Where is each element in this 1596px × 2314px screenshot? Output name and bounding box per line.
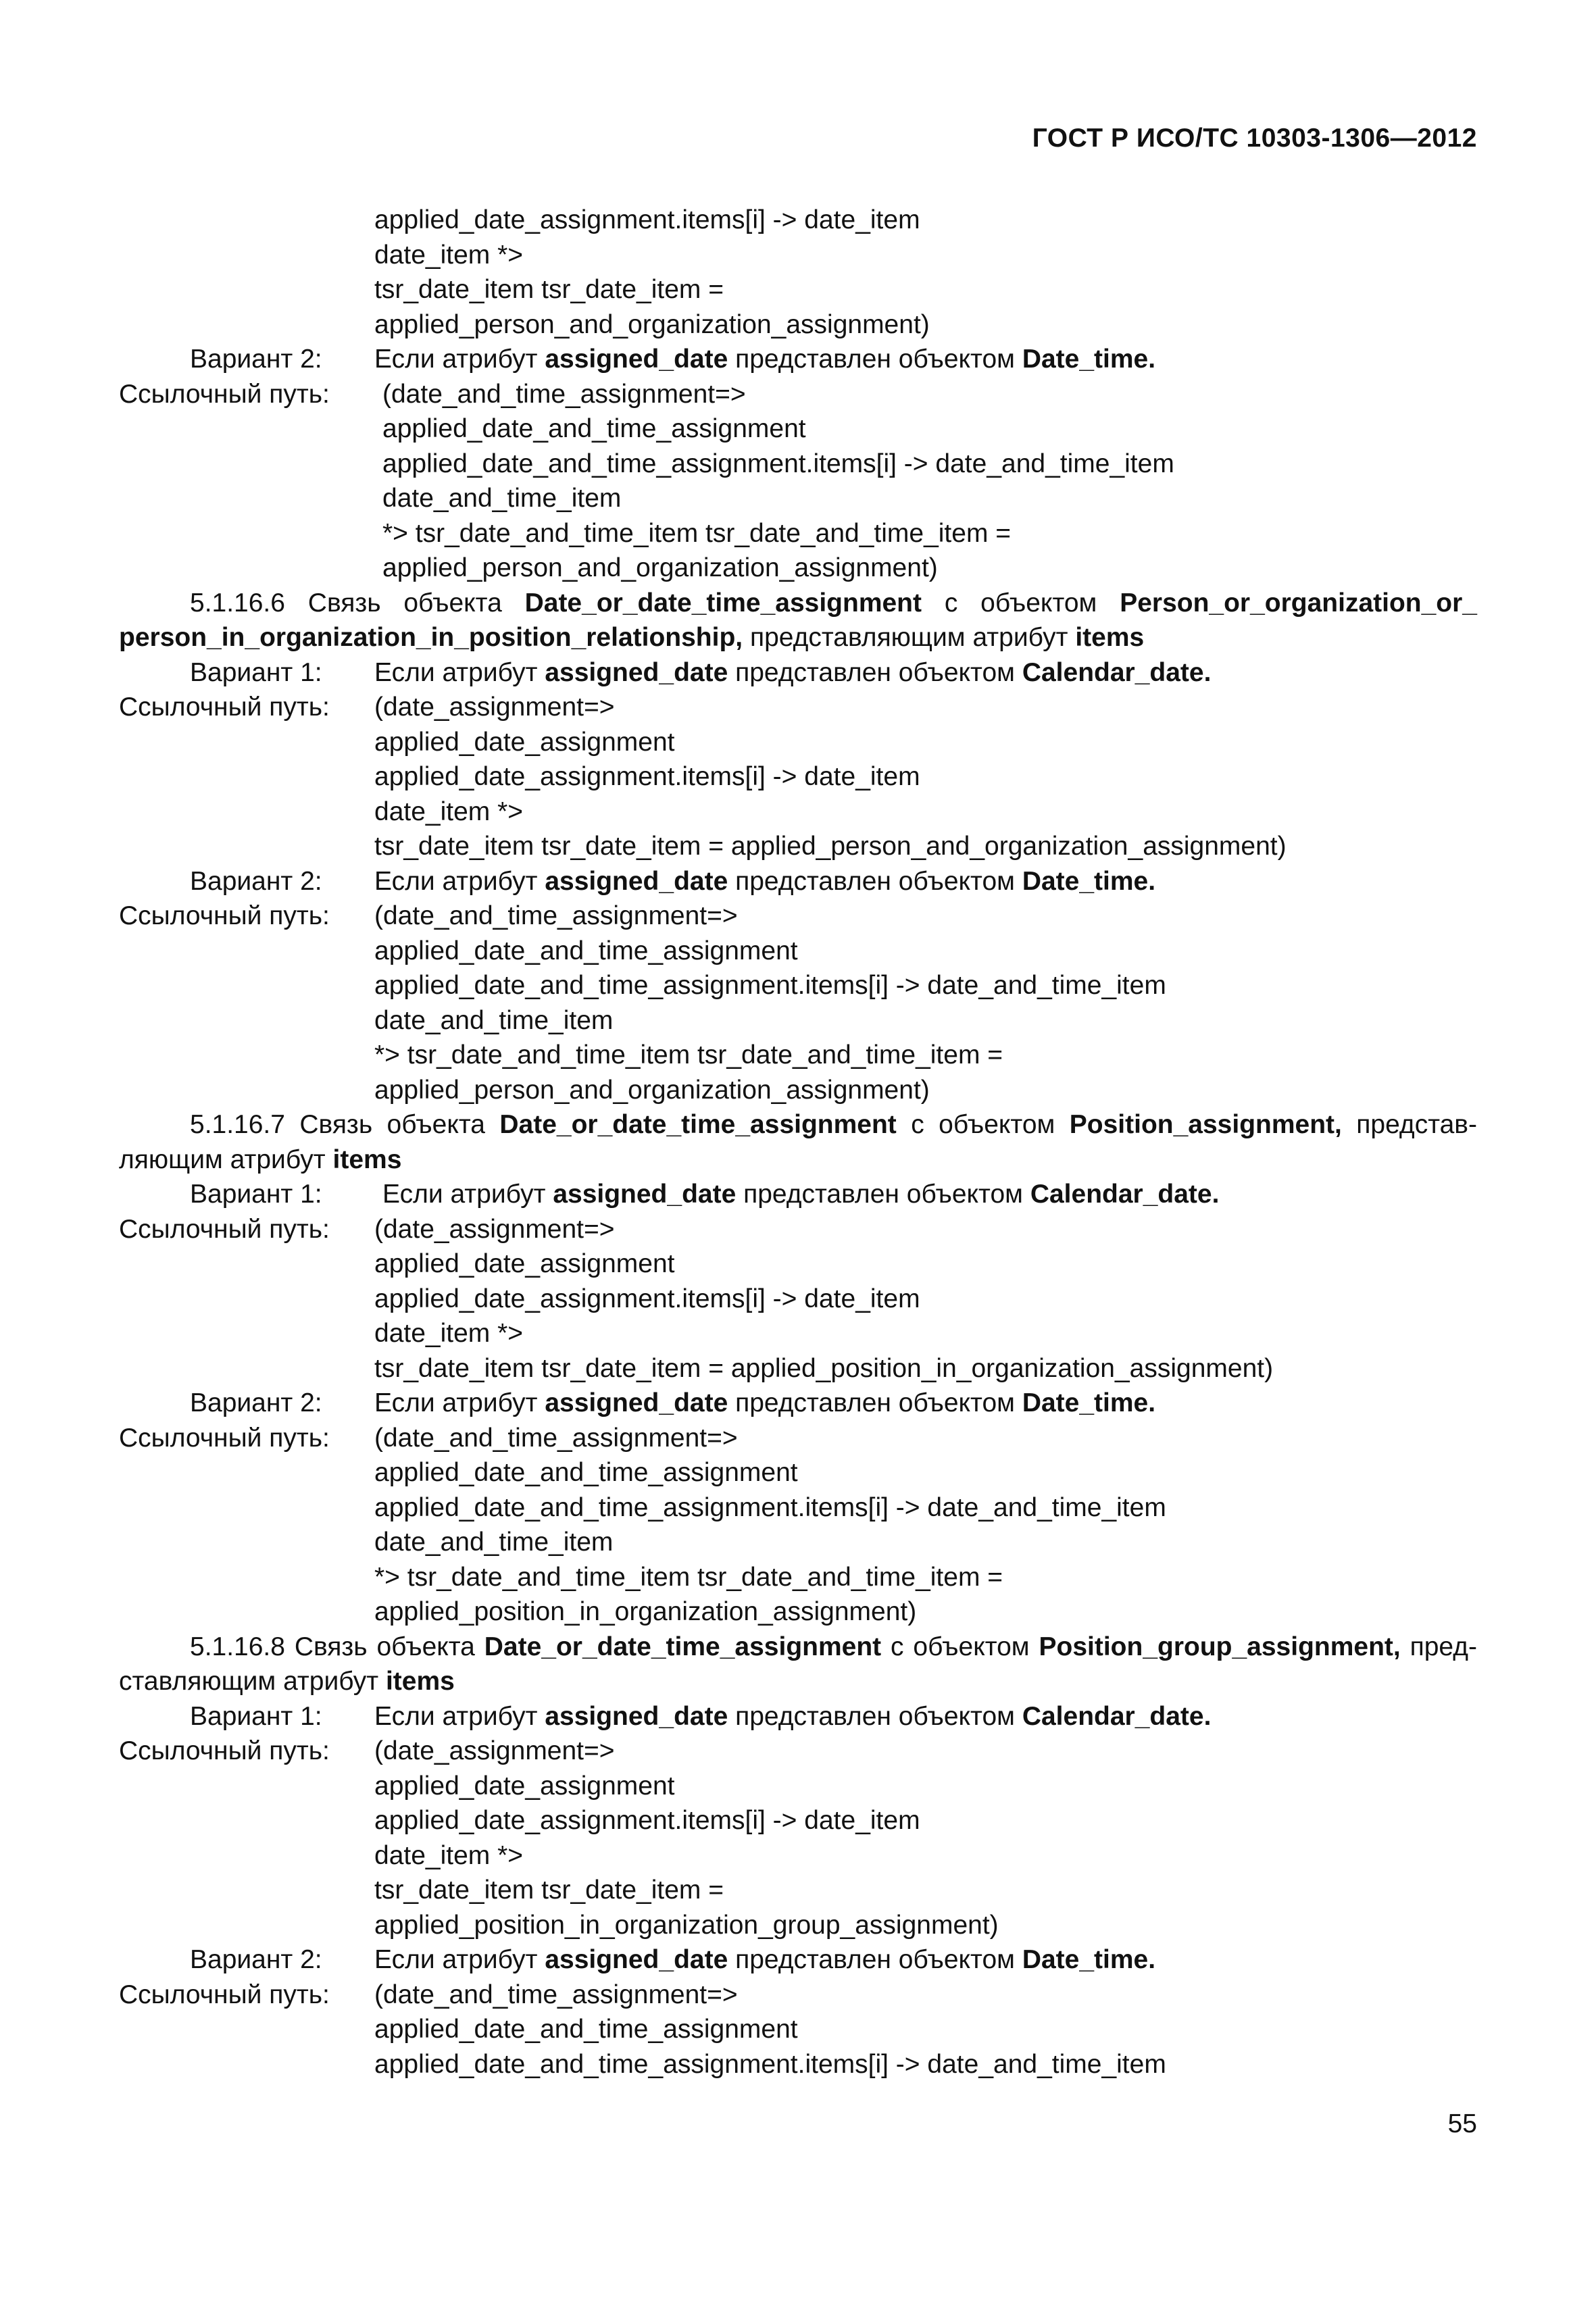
text-line: applied_date_and_time_assignment (374, 936, 798, 965)
ref-path-label: Ссылочный путь: (119, 1214, 330, 1244)
ref-path-label: Ссылочный путь: (119, 693, 330, 722)
section-heading-continuation: ляющим атрибут items (119, 1145, 402, 1174)
ref-path-row (119, 377, 1477, 412)
text-line: applied_date_assignment.items[i] -> date_item (374, 1284, 920, 1313)
ref-path-row (119, 1421, 1477, 1456)
text-line: *> tsr_date_and_time_item tsr_date_and_time_item = (374, 1562, 1003, 1592)
text-line: applied_date_assignment.items[i] -> date_item (374, 762, 920, 791)
text-line: (date_assignment=> (374, 693, 615, 722)
variant-label: Вариант 1: (190, 657, 322, 687)
text-line: (date_assignment=> (374, 1214, 615, 1244)
document-body (119, 203, 1477, 2082)
section-heading-continuation: ставляющим атрибут items (119, 1667, 455, 1696)
ref-path-label: Ссылочный путь: (119, 1423, 330, 1453)
section-heading-5-1-16-6: 5.1.16.6 Связь объекта Date_or_date_time_assignment с объектом Person_or_organization_or_ (190, 588, 1477, 618)
text-line: applied_position_in_organization_assignment) (374, 1597, 917, 1626)
ref-path-label: Ссылочный путь: (119, 1980, 330, 2009)
text-line: *> tsr_date_and_time_item tsr_date_and_time_item = (374, 1040, 1003, 1070)
section-heading-continuation: person_in_organization_in_position_relationship, представляющим атрибут items (119, 623, 1145, 652)
variant-row (119, 1699, 1477, 1734)
text-line: (date_and_time_assignment=> (374, 1980, 738, 2009)
ref-path-row (119, 1212, 1477, 1247)
text-line: (date_assignment=> (374, 1736, 615, 1765)
text-line: (date_and_time_assignment=> (374, 901, 738, 930)
section-heading-5-1-16-7: 5.1.16.7 Связь объекта Date_or_date_time_assignment с объектом Position_assignment, представ- (190, 1110, 1478, 1139)
text-line: (date_and_time_assignment=> (374, 1423, 738, 1453)
text-line: date_item *> (374, 797, 524, 826)
variant-text: Если атрибут assigned_date представлен объектом Calendar_date. (374, 1701, 1212, 1731)
variant-row (119, 1177, 1477, 1212)
variant-label: Вариант 2: (190, 866, 322, 896)
text-line: *> tsr_date_and_time_item tsr_date_and_time_item = (382, 518, 1012, 548)
text-line: tsr_date_item tsr_date_item = applied_person_and_organization_assignment) (374, 832, 1287, 861)
text-line: date_and_time_item (374, 1528, 614, 1557)
text-line: applied_date_assignment.items[i] -> date_item (374, 1806, 920, 1835)
variant-label: Вариант 2: (190, 1388, 322, 1417)
variant-label: Вариант 2: (190, 1945, 322, 1974)
variant-text: Если атрибут assigned_date представлен объектом Date_time. (374, 1388, 1156, 1417)
text-line: applied_date_assignment (374, 727, 675, 757)
text-line: applied_date_and_time_assignment.items[i] -> date_and_time_item (382, 449, 1174, 478)
text-line: applied_date_and_time_assignment (374, 1458, 798, 1487)
text-line: tsr_date_item tsr_date_item = applied_position_in_organization_assignment) (374, 1353, 1274, 1383)
text-line: applied_date_and_time_assignment.items[i] -> date_and_time_item (374, 1492, 1166, 1522)
ref-path-row (119, 1734, 1477, 1769)
ref-path-row (119, 690, 1477, 725)
text-line: applied_person_and_organization_assignment) (374, 1075, 930, 1105)
text-line: date_and_time_item (382, 484, 622, 513)
text-line: date_item *> (374, 1840, 524, 1870)
ref-path-label: Ссылочный путь: (119, 379, 330, 409)
ref-path-row (119, 899, 1477, 934)
text-line: tsr_date_item tsr_date_item = (374, 275, 724, 304)
variant-row (119, 342, 1477, 377)
text-line: applied_person_and_organization_assignment) (374, 309, 930, 339)
variant-label: Вариант 1: (190, 1701, 322, 1731)
variant-row (119, 1386, 1477, 1421)
document-header: ГОСТ Р ИСО/ТС 10303-1306—2012 (1032, 124, 1477, 153)
variant-text: Если атрибут assigned_date представлен объектом Date_time. (374, 866, 1156, 896)
variant-row (119, 864, 1477, 899)
text-line: applied_date_and_time_assignment.items[i] -> date_and_time_item (374, 971, 1166, 1000)
text-line: date_item *> (374, 240, 524, 270)
text-line: applied_date_and_time_assignment (374, 2015, 798, 2044)
variant-row (119, 1942, 1477, 1978)
variant-text: Если атрибут assigned_date представлен объектом Calendar_date. (374, 657, 1212, 687)
ref-path-row (119, 1978, 1477, 2013)
ref-path-label: Ссылочный путь: (119, 901, 330, 930)
variant-text: Если атрибут assigned_date представлен объектом Calendar_date. (382, 1180, 1220, 1209)
variant-text: Если атрибут assigned_date представлен объектом Date_time. (374, 345, 1156, 374)
page-number: 55 (1447, 2109, 1477, 2138)
text-line: date_item *> (374, 1319, 524, 1348)
ref-path-label: Ссылочный путь: (119, 1736, 330, 1765)
variant-label: Вариант 1: (190, 1180, 322, 1209)
text-line: applied_date_assignment (374, 1249, 675, 1278)
text-line: (date_and_time_assignment=> (382, 379, 746, 409)
text-line: applied_date_assignment.items[i] -> date_item (374, 205, 920, 234)
section-heading-5-1-16-8: 5.1.16.8 Связь объекта Date_or_date_time_assignment с объектом Position_group_assignment, пред- (190, 1632, 1478, 1661)
text-line: applied_date_and_time_assignment.items[i] -> date_and_time_item (374, 2049, 1166, 2079)
text-line: applied_date_assignment (374, 1771, 675, 1801)
variant-text: Если атрибут assigned_date представлен объектом Date_time. (374, 1945, 1156, 1974)
text-line: tsr_date_item tsr_date_item = (374, 1876, 724, 1905)
text-line: applied_position_in_organization_group_assignment) (374, 1910, 999, 1940)
text-line: applied_person_and_organization_assignment) (382, 553, 938, 582)
variant-row (119, 655, 1477, 690)
variant-label: Вариант 2: (190, 345, 322, 374)
text-line: applied_date_and_time_assignment (382, 414, 806, 443)
text-line: date_and_time_item (374, 1005, 614, 1035)
